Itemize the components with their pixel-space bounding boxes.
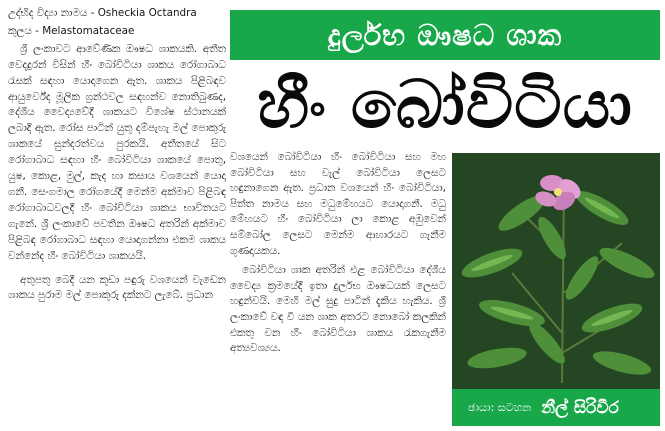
- body-paragraph: බෝවිටියා ශාක අතරින් එළ බෝවිටියා දේශීය වෛද්‍ය ක්‍රමයේදී ඉතා දුර්ලභ ඖෂධයක් ලෙසට හඳුන්වයි. මෙහි මල් සුදු පාටින් දැකිය හැකිය. ශ්‍රී ලංකාවේ වඳ වී යන ශාක අතරට නොබෝ කලකින් එකතු වන හීං බෝවිටියා ශාකය රැකගැනීම අත්‍යවශ්‍යය.: [230, 264, 446, 355]
- left-article-column: [8, 6, 226, 426]
- photo-credit-label: ඡායා: සටහන: [468, 400, 532, 414]
- plant-illustration: [452, 153, 660, 389]
- section-banner: [230, 10, 660, 60]
- body-paragraph: අතුපතු බෙදී යන කුඩා පඳුරු වශයෙන් වැඩෙන ශාකය පුරාම මල් පොකුරු දක්නට ලැබේ. ප්‍රධාන: [8, 273, 226, 302]
- photo-credit: [452, 389, 660, 426]
- middle-article-column: [230, 150, 446, 426]
- photographer-name: නීල් සිරිවීර: [541, 397, 619, 418]
- family-name: කුලය - Melastomataceae: [8, 24, 135, 37]
- body-paragraph: ශ්‍රී ලංකාවට ආවේණික ඖෂධ ශාකයකි. අතීත වෙදදුරන් විසින් හීං බෝවිටියා ශාකය රෝගාබාධ රැසක් සඳහා යොදාගෙන ඇත. ශාකය පිළිබඳව ආයුර්වේද මූලික ග්‍රන්ථවල සඳහන්ව නොතිබුණද, දේශීය වෛද්‍යවේදී ශාකයට විශේෂ ස්ථානයක් ලබාදී ඇත. රෝස පාටින් යුතු දම්පැහැ මල් පොකුරු ශාකයේ සුන්දරත්වය පුරකයි. අතීතයේ සිට රෝගාබාධ සඳහා හීං බෝවිටියා ශාකයේ පොතු, යුෂ, කොළ, මුල්, කැද හා කසාය වශයෙන් යොදා ගනී. සෙංගමාල රෝගයේදී මෙන්ම අක්මාව පිළිබඳ රෝගාබාධවලදී හීං බෝවිටියා ශාකය භාවිතයට ගැනේ. ශ්‍රී ලංකාවේ පවතින ඖෂධ අතරින් අක්මාව පිළිබඳ රෝගාබාධ සඳහා යොදාගන්නා එකම ශාකය වන්නේද හීං බෝවිටියා ශාකයයි.: [8, 42, 226, 262]
- botanical-name: උද්භිද විද්‍යා නාමය - Osheckia Octandra: [8, 7, 197, 19]
- body-paragraph: වශයෙන් බෝවිටියා හීං බෝවිටියා සහ මහ බෝවිටියා සහ වැල් බෝවිටියා ලෙසට හඳුනාගෙන ඇත. ප්‍රධාන වශයෙන් හීං බෝවිටියා, පිත්ත නාමය සහ මධුමේහයට යොදාගනී. මධු මේහයට හීං බෝවිටියා ලා කොළ අඹුවෙන් සම්බෝල ලෙසට මෙන්ම ආහාරයට ගැනීම ගුණදායකය.: [230, 151, 446, 257]
- article-headline: [230, 62, 660, 147]
- headline-text: හීං බෝවිටියා: [257, 64, 633, 143]
- banner-title: දුර්ලභ ඖෂධ ශාක: [327, 17, 563, 52]
- plant-photo: [452, 153, 660, 389]
